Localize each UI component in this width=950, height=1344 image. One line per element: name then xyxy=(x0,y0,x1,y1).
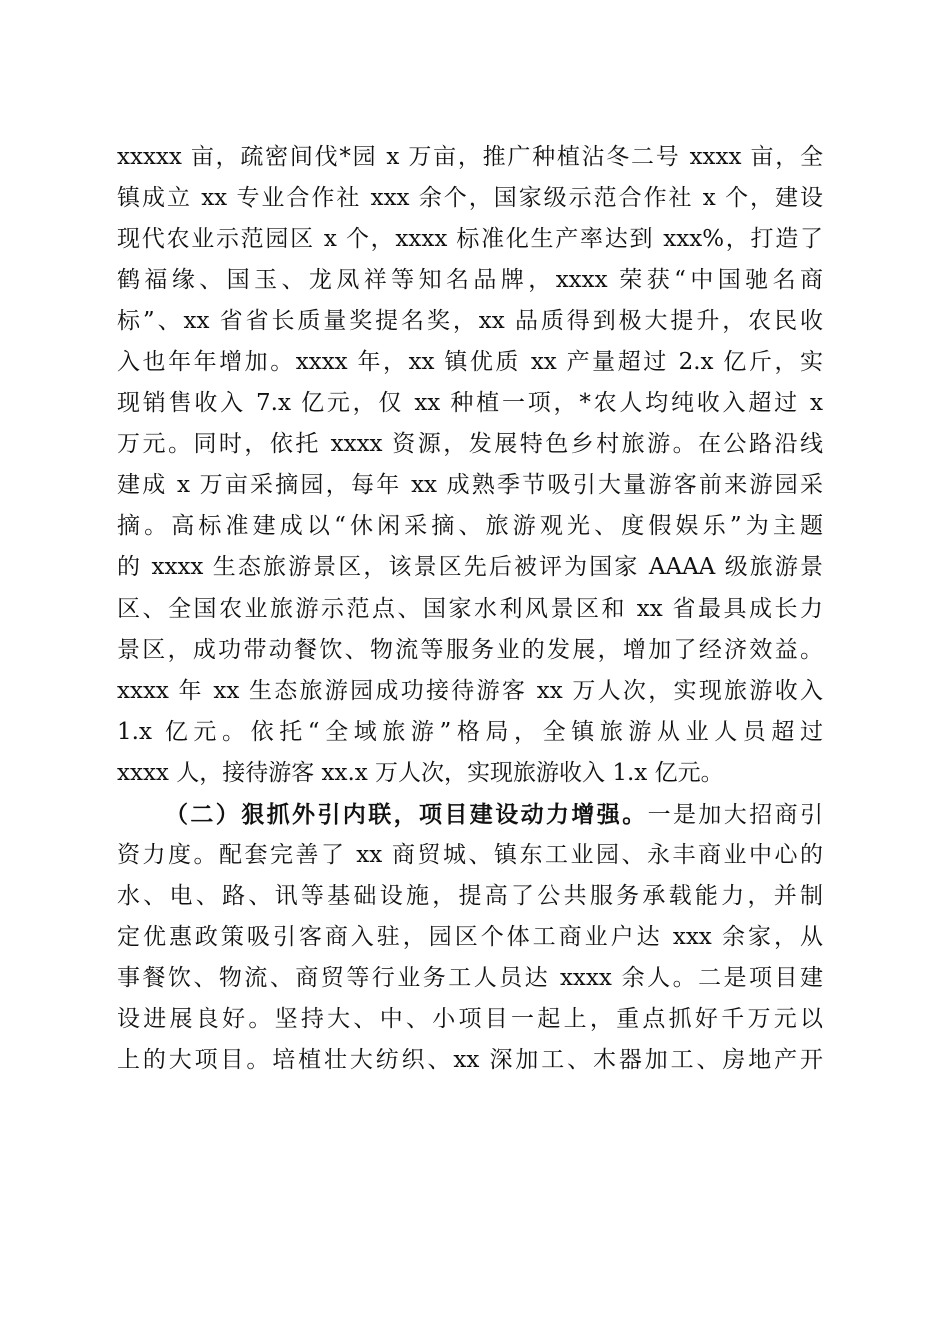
section-heading: （二）狠抓外引内联，项目建设动力增强。 xyxy=(165,800,648,828)
text-line: 摘。高标准建成以“休闲采摘、旅游观光、度假娱乐”为主题 xyxy=(117,513,823,540)
text-line: 现销售收入 7.x 亿元，仅 xx 种植一项，*农人均纯收入超过 x xyxy=(117,390,823,417)
text-line: 入也年年增加。xxxx 年，xx 镇优质 xx 产量超过 2.x 亿斤，实 xyxy=(117,349,823,376)
document-page xyxy=(117,137,823,1081)
text-span: 一是加大招商引 xyxy=(647,801,824,828)
text-line: 建成 x 万亩采摘园，每年 xx 成熟季节吸引大量游客前来游园采 xyxy=(117,472,823,499)
text-line: xxxx 人，接待游客 xx.x 万人次，实现旅游收入 1.x 亿元。 xyxy=(117,759,724,786)
text-line: 资力度。配套完善了 xx 商贸城、镇东工业园、永丰商业中心的 xyxy=(117,841,823,868)
text-line: xxxxx 亩，疏密间伐*园 x 万亩，推广种植沾冬二号 xxxx 亩，全 xyxy=(117,144,823,170)
paragraph-2 xyxy=(117,794,823,1081)
text-line: 标”、xx 省省长质量奖提名奖，xx 品质得到极大提升，农民收 xyxy=(117,308,823,335)
text-line: 景区，成功带动餐饮、物流等服务业的发展，增加了经济效益。 xyxy=(117,636,823,663)
text-line: 定优惠政策吸引客商入驻，园区个体工商业户达 xxx 余家，从 xyxy=(117,923,823,950)
text-line xyxy=(117,794,823,835)
text-line: 事餐饮、物流、商贸等行业务工人员达 xxxx 余人。二是项目建 xyxy=(117,964,823,991)
text-line: 镇成立 xx 专业合作社 xxx 余个，国家级示范合作社 x 个，建设 xyxy=(117,185,823,212)
text-line: 上的大项目。培植壮大纺织、xx 深加工、木器加工、房地产开 xyxy=(117,1047,823,1074)
text-line: 的 xxxx 生态旅游景区，该景区先后被评为国家 AAAA 级旅游景 xyxy=(117,554,823,581)
paragraph-1 xyxy=(117,137,823,794)
text-line: 1.x 亿元。依托“全域旅游”格局，全镇旅游从业人员超过 xyxy=(117,718,823,745)
text-line: 水、电、路、讯等基础设施，提高了公共服务承载能力，并制 xyxy=(117,882,823,909)
text-line: 设进展良好。坚持大、中、小项目一起上，重点抓好千万元以 xyxy=(117,1005,823,1032)
text-line: xxxx 年 xx 生态旅游园成功接待游客 xx 万人次，实现旅游收入 xyxy=(117,677,823,704)
text-line: 万元。同时，依托 xxxx 资源，发展特色乡村旅游。在公路沿线 xyxy=(117,431,823,458)
text-line: 现代农业示范园区 x 个，xxxx 标准化生产率达到 xxx%，打造了 xyxy=(117,226,823,253)
text-line: 鹤福缘、国玉、龙凤祥等知名品牌，xxxx 荣获“中国驰名商 xyxy=(117,267,823,294)
text-line: 区、全国农业旅游示范点、国家水利风景区和 xx 省最具成长力 xyxy=(117,595,823,622)
